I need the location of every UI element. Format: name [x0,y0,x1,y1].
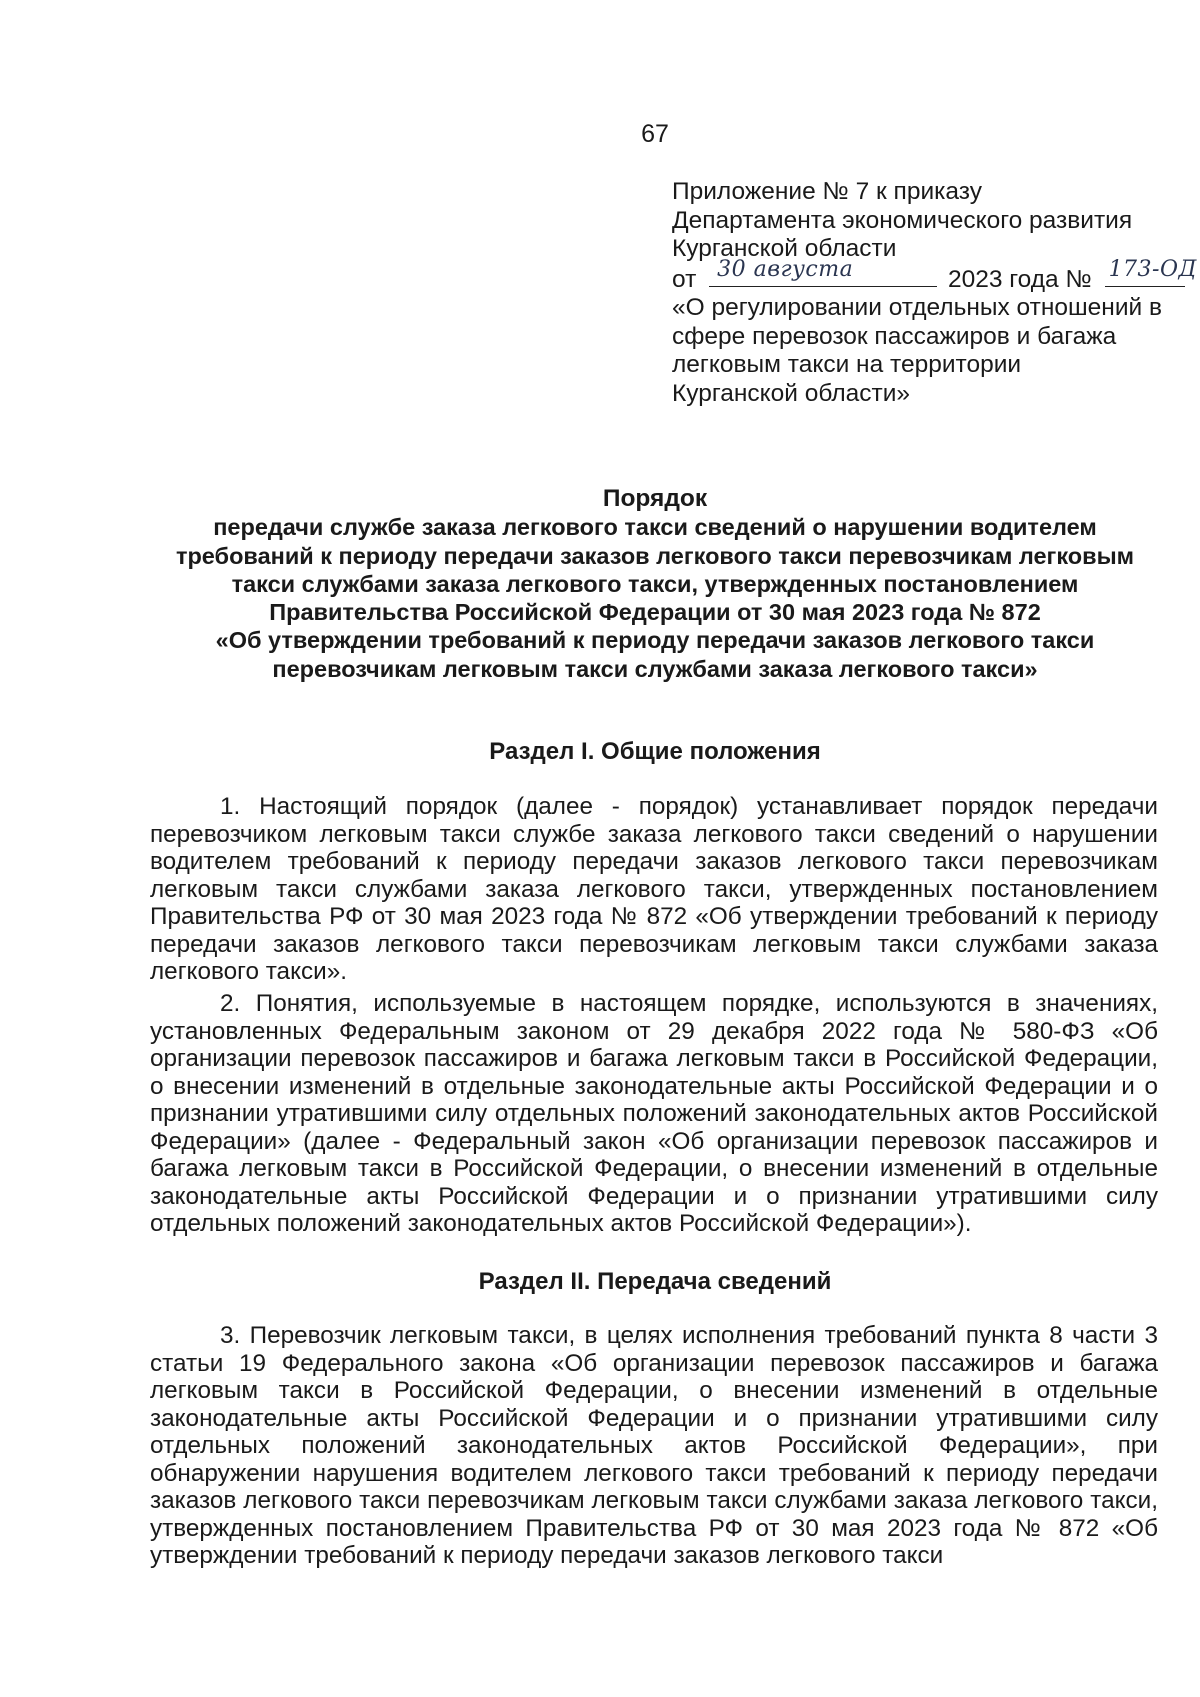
appendix-date-line [672,257,1197,295]
paragraph-1: 1. Настоящий порядок (далее - порядок) устанавливает порядок передачи перевозчиком легковым такси службе заказа легкового такси сведений о нарушении водителем требований к периоду передачи заказов легкового такси перевозчикам легковым такси службами заказа легкового такси, утвержденных постановлением Правительства РФ от 30 мая 2023 года № 872 «Об утверждении требований к периоду передачи заказов легкового такси перевозчикам легковым такси службами заказа легкового такси». [150,793,1158,985]
appendix-block [672,178,1197,408]
handwritten-date: 30 августа [717,257,854,282]
section-1-heading: Раздел I. Общие положения [489,738,821,765]
title-line-2: требований к периоду передачи заказов легкового такси перевозчикам легковым [175,542,1135,569]
date-blank [709,257,937,287]
section-2-heading: Раздел II. Передача сведений [478,1268,832,1295]
appendix-line-1: Приложение № 7 к приказу [672,178,982,205]
title-main: Порядок [602,485,708,512]
title-line-4: Правительства Российской Федерации от 30 мая 2023 года № 872 [269,599,1041,626]
paragraph-3: 3. Перевозчик легковым такси, в целях исполнения требований пункта 8 части 3 статьи 19 Федерального закона «Об организации перевозок пассажиров и багажа легковым такси в Российской Федерации, о внесении изменений в отдельные законодательные акты Российской Федерации и о признании утратившими силу отдельных положений законодательных актов Российской Федерации», при обнаружении нарушения водителем легкового такси требований к периоду передачи заказов легкового такси перевозчикам легковым такси службами заказа легкового такси, утвержденных постановлением Правительства РФ от 30 мая 2023 года № 872 «Об утверждении требований к периоду передачи заказов легкового такси [150,1322,1158,1569]
number-blank [1105,257,1197,287]
paragraph-2: 2. Понятия, используемые в настоящем порядке, используются в значениях, установленных Федеральным законом от 29 декабря 2022 года № 580-ФЗ «Об организации перевозок пассажиров и багажа легковым такси в Российской Федерации, о внесении изменений в отдельные законодательные акты Российской Федерации и о признании утратившими силу отдельных положений законодательных актов Российской Федерации» (далее - Федеральный закон «Об организации перевозок пассажиров и багажа легковым такси в Российской Федерации, о внесении изменений в отдельные законодательные акты Российской Федерации и о признании утратившими силу отдельных положений законодательных актов Российской Федерации»). [150,990,1158,1237]
appendix-line-2: Департамента экономического развития [672,206,1133,234]
page-number: 67 [641,120,669,148]
date-prefix: от [672,265,697,293]
title-line-6: перевозчикам легковым такси службами заказа легкового такси» [272,655,1038,682]
appendix-line-8: Курганской области» [672,379,911,407]
appendix-line-3: Курганской области [672,235,897,262]
appendix-line-5: «О регулировании отдельных отношений в [672,294,1163,321]
title-line-5: «Об утверждении требований к периоду передачи заказов легкового такси [215,627,1095,654]
document-title [150,485,1160,683]
title-line-1: передачи службе заказа легкового такси сведений о нарушении водителем [213,514,1097,541]
title-line-3: такси службами заказа легкового такси, утвержденных постановлением [231,570,1079,597]
handwritten-number: 173-ОД [1108,257,1197,282]
year-text: 2023 года № [947,265,1092,293]
appendix-line-6: сфере перевозок пассажиров и багажа [672,322,1117,350]
appendix-line-7: легковым такси на территории [672,351,1022,378]
